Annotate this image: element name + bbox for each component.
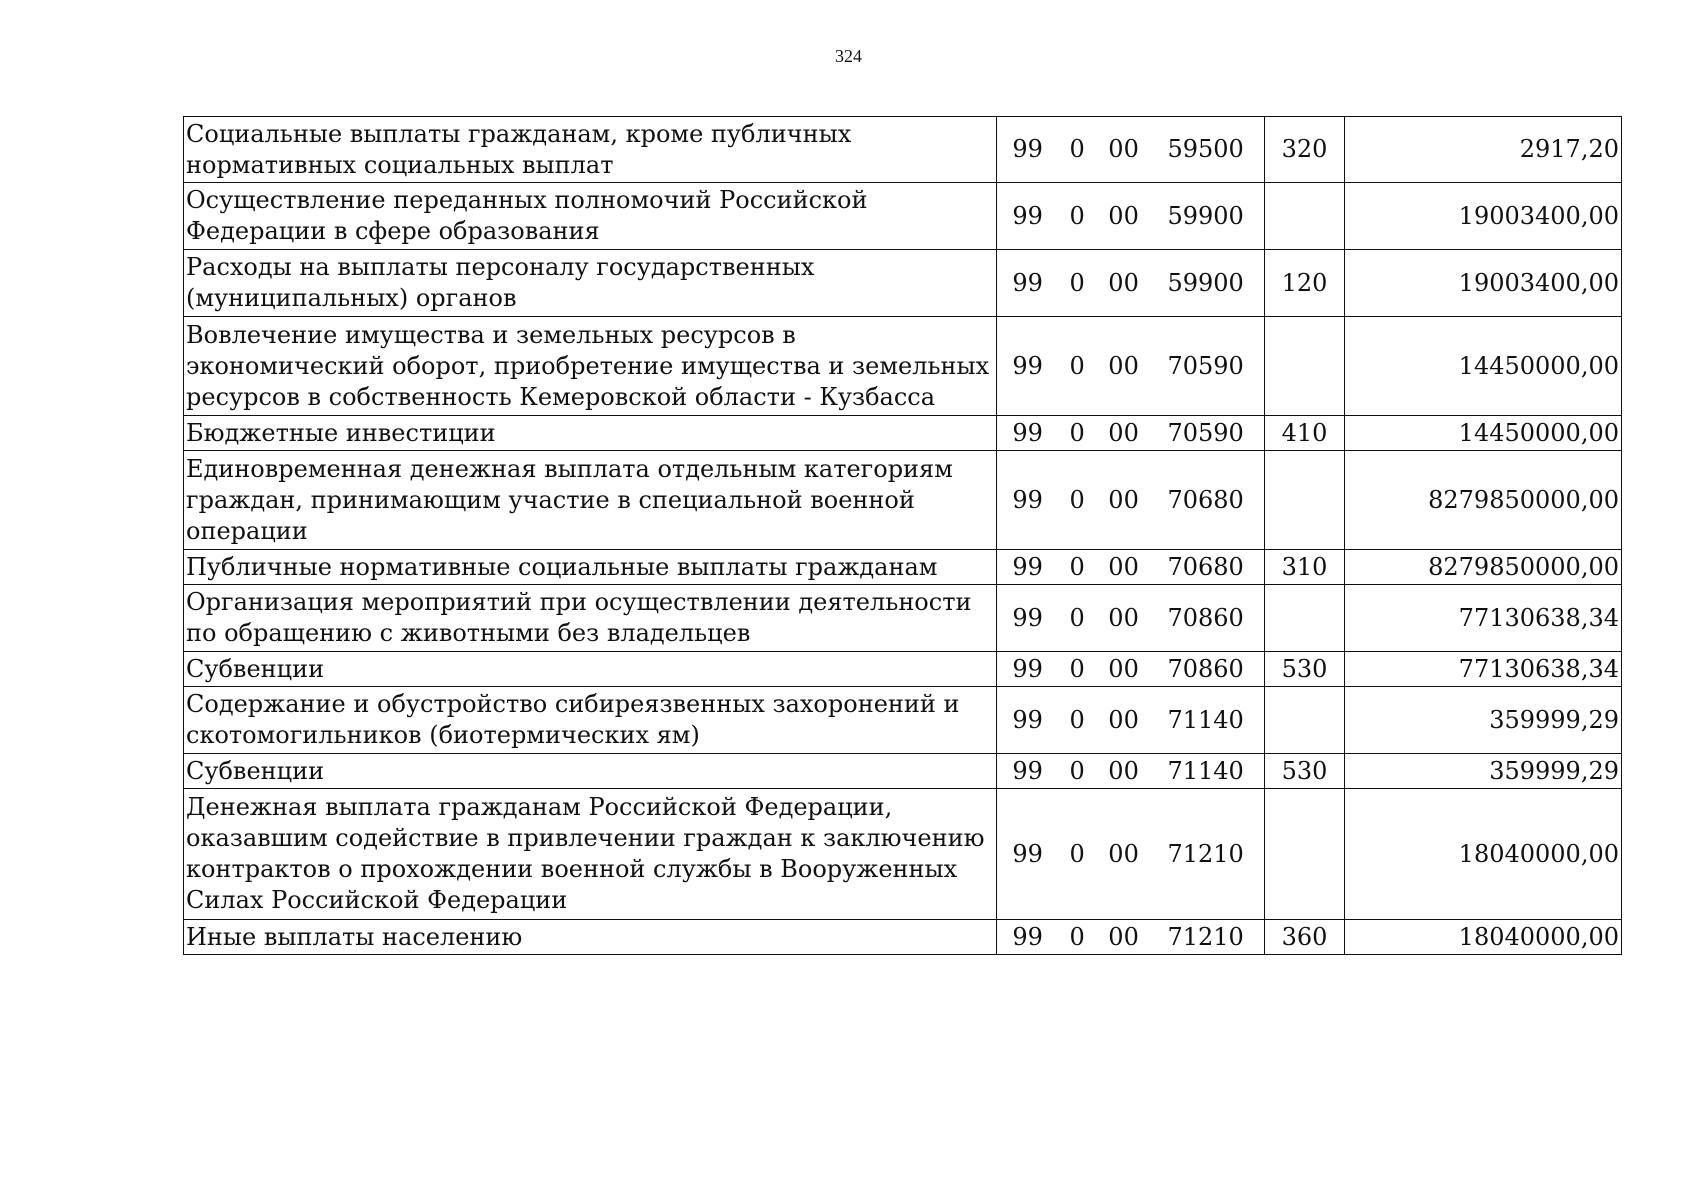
code-subprogram: 0 bbox=[1069, 756, 1085, 785]
row-name: Расходы на выплаты персоналу государственных (муниципальных) органов bbox=[184, 250, 997, 317]
code-subprogram: 0 bbox=[1069, 351, 1085, 380]
code-expense-type bbox=[1265, 451, 1345, 550]
table-row bbox=[184, 183, 1622, 250]
row-name: Денежная выплата гражданам Российской Федерации, оказавшим содействие в привлечении граждан к заключению контрактов о прохождении военной службы в Вооруженных Силах Российской Федерации bbox=[184, 789, 997, 920]
code-expense-type bbox=[1265, 687, 1345, 754]
code-subprogram: 0 bbox=[1069, 485, 1085, 514]
code-program: 99 bbox=[1012, 922, 1043, 951]
code-expense-type: 120 bbox=[1265, 250, 1345, 317]
code-direction: 70860 bbox=[1167, 654, 1244, 683]
row-name: Иные выплаты населению bbox=[184, 920, 997, 955]
code-direction: 59900 bbox=[1167, 268, 1244, 297]
code-direction: 70860 bbox=[1167, 603, 1244, 632]
code-direction: 59900 bbox=[1167, 201, 1244, 230]
row-name: Публичные нормативные социальные выплаты гражданам bbox=[184, 550, 997, 585]
code-subprogram: 0 bbox=[1069, 654, 1085, 683]
row-name: Субвенции bbox=[184, 754, 997, 789]
code-subprogram: 0 bbox=[1069, 135, 1085, 163]
code-direction: 70680 bbox=[1167, 485, 1244, 514]
code-subprogram: 0 bbox=[1069, 552, 1085, 581]
table-row bbox=[184, 687, 1622, 754]
code-expense-type bbox=[1265, 585, 1345, 652]
code-subprogram: 0 bbox=[1069, 201, 1085, 230]
code-subprogram: 0 bbox=[1069, 268, 1085, 297]
code-program: 99 bbox=[1012, 839, 1043, 868]
table-row bbox=[184, 920, 1622, 955]
table-row bbox=[184, 789, 1622, 920]
code-main-event: 00 bbox=[1108, 705, 1139, 734]
row-amount: 14450000,00 bbox=[1345, 317, 1622, 416]
code-expense-type: 530 bbox=[1265, 754, 1345, 789]
budget-table bbox=[183, 116, 1622, 955]
code-expense-type bbox=[1265, 789, 1345, 920]
row-name: Организация мероприятий при осуществлении деятельности по обращению с животными без владельцев bbox=[184, 585, 997, 652]
code-main-event: 00 bbox=[1108, 485, 1139, 514]
code-main-event: 00 bbox=[1108, 603, 1139, 632]
row-amount: 14450000,00 bbox=[1345, 416, 1622, 451]
code-expense-type: 320 bbox=[1265, 117, 1345, 183]
row-amount: 359999,29 bbox=[1345, 754, 1622, 789]
row-amount: 77130638,34 bbox=[1345, 652, 1622, 687]
code-main-event: 00 bbox=[1108, 351, 1139, 380]
code-direction: 70590 bbox=[1167, 351, 1244, 380]
row-amount: 77130638,34 bbox=[1345, 585, 1622, 652]
code-main-event: 00 bbox=[1108, 756, 1139, 785]
code-direction: 59500 bbox=[1167, 135, 1244, 163]
row-name: Бюджетные инвестиции bbox=[184, 416, 997, 451]
code-subprogram: 0 bbox=[1069, 922, 1085, 951]
row-amount: 18040000,00 bbox=[1345, 920, 1622, 955]
page-number: 324 bbox=[835, 46, 862, 66]
code-expense-type: 310 bbox=[1265, 550, 1345, 585]
code-program: 99 bbox=[1012, 418, 1043, 447]
row-amount: 2917,20 bbox=[1345, 117, 1622, 183]
row-name: Осуществление переданных полномочий Российской Федерации в сфере образования bbox=[184, 183, 997, 250]
code-main-event: 00 bbox=[1108, 922, 1139, 951]
code-subprogram: 0 bbox=[1069, 705, 1085, 734]
row-amount: 18040000,00 bbox=[1345, 789, 1622, 920]
code-program: 99 bbox=[1012, 351, 1043, 380]
code-direction: 70680 bbox=[1167, 552, 1244, 581]
code-program: 99 bbox=[1012, 654, 1043, 683]
row-amount: 19003400,00 bbox=[1345, 250, 1622, 317]
row-name: Единовременная денежная выплата отдельным категориям граждан, принимающим участие в специальной военной операции bbox=[184, 451, 997, 550]
code-program: 99 bbox=[1012, 201, 1043, 230]
table-row bbox=[184, 250, 1622, 317]
code-direction: 70590 bbox=[1167, 418, 1244, 447]
table-row bbox=[184, 317, 1622, 416]
code-main-event: 00 bbox=[1108, 839, 1139, 868]
code-main-event: 00 bbox=[1108, 552, 1139, 581]
table-row bbox=[184, 451, 1622, 550]
code-program: 99 bbox=[1012, 552, 1043, 581]
row-name: Вовлечение имущества и земельных ресурсов в экономический оборот, приобретение имущества и земельных ресурсов в собственность Кемеровской области - Кузбасса bbox=[184, 317, 997, 416]
code-expense-type bbox=[1265, 183, 1345, 250]
code-subprogram: 0 bbox=[1069, 603, 1085, 632]
table-row bbox=[184, 117, 1622, 183]
code-main-event: 00 bbox=[1108, 201, 1139, 230]
code-main-event: 00 bbox=[1108, 418, 1139, 447]
code-direction: 71140 bbox=[1167, 756, 1244, 785]
code-direction: 71210 bbox=[1167, 922, 1244, 951]
row-amount: 8279850000,00 bbox=[1345, 550, 1622, 585]
row-amount: 8279850000,00 bbox=[1345, 451, 1622, 550]
row-amount: 19003400,00 bbox=[1345, 183, 1622, 250]
code-main-event: 00 bbox=[1108, 654, 1139, 683]
code-direction: 71210 bbox=[1167, 839, 1244, 868]
code-subprogram: 0 bbox=[1069, 418, 1085, 447]
table-row bbox=[184, 550, 1622, 585]
row-name: Содержание и обустройство сибиреязвенных захоронений и скотомогильников (биотермических ям) bbox=[184, 687, 997, 754]
code-expense-type: 530 bbox=[1265, 652, 1345, 687]
code-program: 99 bbox=[1012, 705, 1043, 734]
code-expense-type: 410 bbox=[1265, 416, 1345, 451]
table-row bbox=[184, 416, 1622, 451]
code-main-event: 00 bbox=[1108, 268, 1139, 297]
row-name: Социальные выплаты гражданам, кроме публичных нормативных социальных выплат bbox=[184, 117, 997, 183]
row-amount: 359999,29 bbox=[1345, 687, 1622, 754]
row-name: Субвенции bbox=[184, 652, 997, 687]
code-program: 99 bbox=[1012, 268, 1043, 297]
code-expense-type: 360 bbox=[1265, 920, 1345, 955]
table-row bbox=[184, 754, 1622, 789]
table-row bbox=[184, 585, 1622, 652]
code-subprogram: 0 bbox=[1069, 839, 1085, 868]
code-direction: 71140 bbox=[1167, 705, 1244, 734]
code-expense-type bbox=[1265, 317, 1345, 416]
code-program: 99 bbox=[1012, 135, 1043, 163]
code-main-event: 00 bbox=[1108, 135, 1139, 163]
table-row bbox=[184, 652, 1622, 687]
code-program: 99 bbox=[1012, 485, 1043, 514]
code-program: 99 bbox=[1012, 603, 1043, 632]
code-program: 99 bbox=[1012, 756, 1043, 785]
